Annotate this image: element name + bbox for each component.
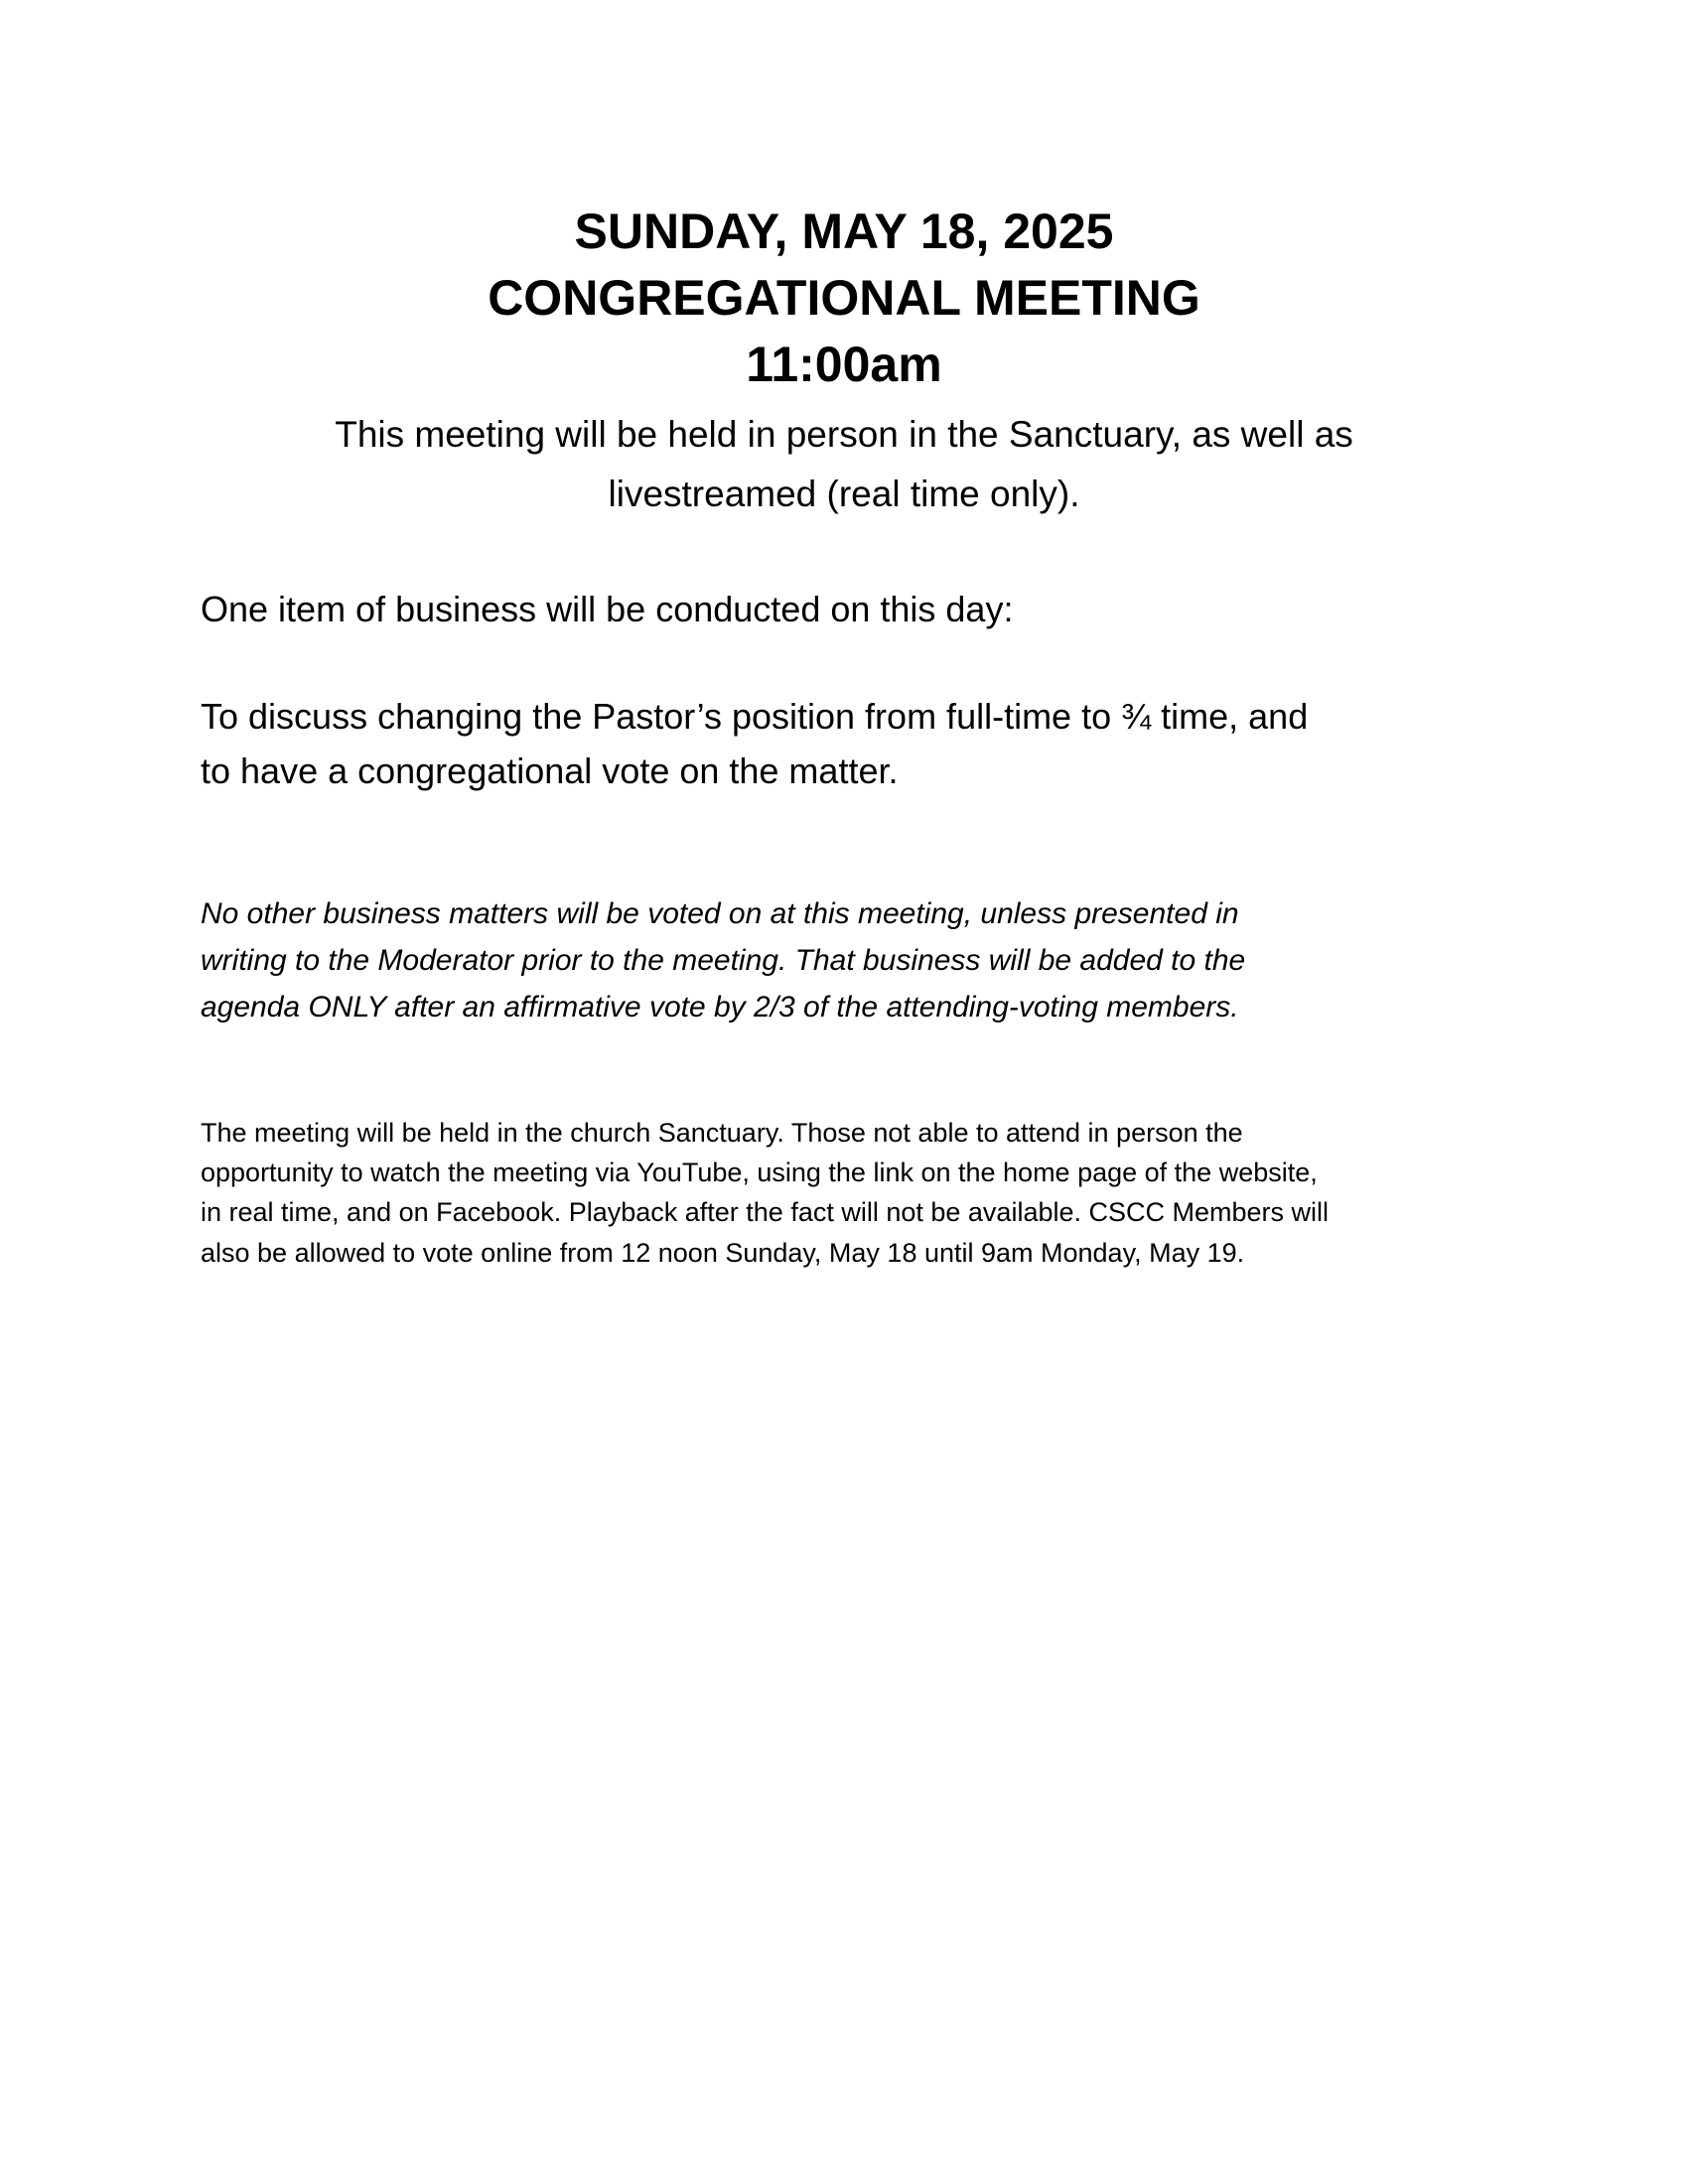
business-item-line: To discuss changing the Pastor’s position from full-time to ¾ time, and	[201, 696, 1309, 737]
business-intro: One item of business will be conducted on this day:	[201, 589, 1014, 629]
notice-line: agenda ONLY after an affirmative vote by 2/3 of the attending-voting members.	[201, 991, 1239, 1024]
meeting-title: CONGREGATIONAL MEETING	[488, 270, 1200, 326]
meeting-time: 11:00am	[746, 337, 942, 392]
meeting-date: SUNDAY, MAY 18, 2025	[574, 204, 1114, 259]
business-item-line: to have a congregational vote on the matter.	[201, 751, 899, 791]
details-line: also be allowed to vote online from 12 noon Sunday, May 18 until 9am Monday, May 19.	[201, 1238, 1245, 1268]
details-line: opportunity to watch the meeting via YouTube, using the link on the home page of the website,	[201, 1158, 1318, 1187]
notice-line: writing to the Moderator prior to the meeting. That business will be added to the	[201, 944, 1246, 977]
details-line: The meeting will be held in the church Sanctuary. Those not able to attend in person the	[201, 1118, 1243, 1148]
location-line: livestreamed (real time only).	[608, 474, 1080, 514]
notice-line: No other business matters will be voted on at this meeting, unless presented in	[201, 897, 1239, 930]
details-line: in real time, and on Facebook. Playback after the fact will not be available. CSCC Members will	[201, 1197, 1330, 1227]
location-line: This meeting will be held in person in the Sanctuary, as well as	[335, 414, 1353, 455]
